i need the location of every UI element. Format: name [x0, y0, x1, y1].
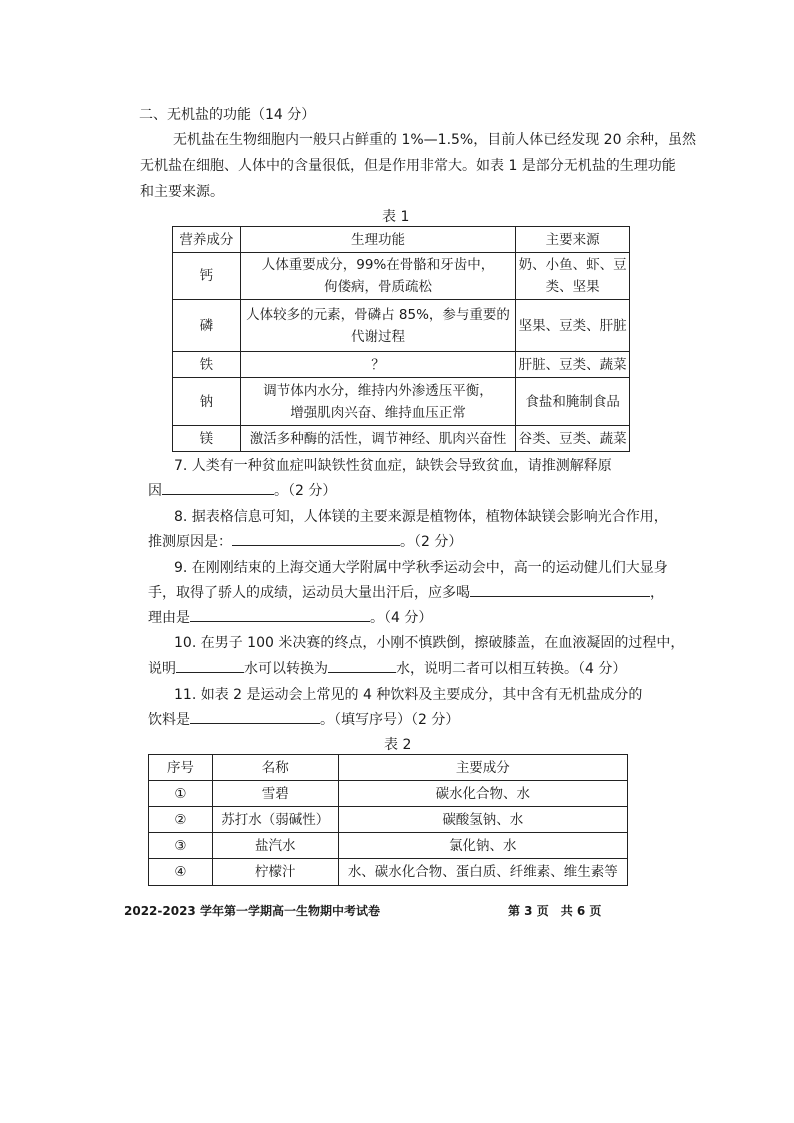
table1-source: 谷类、豆类、蔬菜: [516, 426, 630, 452]
question-11-prefix: 饮料是: [148, 712, 190, 728]
table2-name: 苏打水（弱碱性）: [212, 807, 338, 833]
question-7-suffix: 。（2 分）: [274, 483, 337, 499]
intro-line-1: 无机盐在生物细胞内一般只占鲜重的 1%—1.5%，目前人体已经发现 20 余种，虽然: [173, 132, 696, 148]
table1-source: 食盐和腌制食品: [516, 378, 630, 426]
table1-nutrient: 钙: [173, 253, 241, 300]
table1-caption: 表 1: [382, 209, 410, 225]
question-9-line2: [148, 582, 664, 602]
table1-source: 坚果、豆类、肝脏: [516, 300, 630, 352]
table1-source-line2: 类、坚果: [545, 279, 600, 295]
table2-row: [149, 859, 628, 886]
table2-number: ①: [149, 781, 213, 807]
table1-header-source: 主要来源: [516, 227, 630, 253]
intro-line-2: 无机盐在细胞、人体中的含量很低，但是作用非常大。如表 1 是部分无机盐的生理功能: [140, 158, 676, 174]
question-8-suffix: 。（2 分）: [400, 534, 463, 550]
table1-nutrient: 铁: [173, 352, 241, 378]
question-11-suffix: 。（填写序号）（2 分）: [320, 712, 460, 728]
table2-components: 水、碳水化合物、蛋白质、纤维素、维生素等: [338, 859, 627, 886]
table1-function-line1: 调节体内水分，维持内外渗透压平衡，: [263, 382, 493, 399]
question-10-middle: 水可以转换为: [244, 661, 328, 677]
answer-blank-q9-drink[interactable]: [470, 582, 650, 597]
question-7-line1: 7. 人类有一种贫血症叫缺铁性贫血症，缺铁会导致贫血，请推测解释原: [174, 458, 612, 474]
question-10-prefix: 说明: [148, 661, 176, 677]
question-9-line1: 9. 在刚刚结束的上海交通大学附属中学秋季运动会中，高一的运动健儿们大显身: [174, 560, 668, 576]
table1-header-nutrient: 营养成分: [173, 227, 241, 253]
question-8-line2: [148, 531, 462, 551]
question-8-prefix: 推测原因是：: [148, 534, 232, 550]
table2-header-components: 主要成分: [338, 755, 627, 781]
footer-page-number: 第 3 页 共 6 页: [508, 904, 602, 918]
table2-row: [149, 807, 628, 833]
question-10-suffix: 水，说明二者可以相互转换。（4 分）: [396, 661, 627, 677]
table1-function: [240, 253, 515, 300]
table2-name: 柠檬汁: [212, 859, 338, 886]
table1-function: [240, 378, 515, 426]
table1-function: 激活多种酶的活性，调节神经、肌肉兴奋性: [240, 426, 515, 452]
question-8-line1: 8. 据表格信息可知，人体镁的主要来源是植物体，植物体缺镁会影响光合作用，: [174, 509, 668, 525]
table1-source: [516, 253, 630, 300]
table1-header-function: 生理功能: [240, 227, 515, 253]
table2-name: 盐汽水: [212, 833, 338, 859]
table1-source: 肝脏、豆类、蔬菜: [516, 352, 630, 378]
table1: [172, 226, 630, 452]
table2-caption: 表 2: [384, 737, 412, 753]
question-10-line2: [148, 658, 626, 678]
question-9-line3: [148, 607, 432, 627]
table2-components: 碳水化合物、水: [338, 781, 627, 807]
table1-row: [173, 300, 630, 352]
question-11-line1: 11. 如表 2 是运动会上常见的 4 种饮料及主要成分，其中含有无机盐成分的: [174, 687, 643, 703]
table1-nutrient: 镁: [173, 426, 241, 452]
table1-function-line1: 人体较多的元素，骨磷占 85%，参与重要的: [246, 306, 510, 323]
question-9-text: 手，取得了骄人的成绩，运动员大量出汗后，应多喝: [148, 585, 470, 601]
question-7-line2: [148, 480, 336, 500]
answer-blank-q11[interactable]: [190, 709, 320, 724]
question-7-prefix: 因: [148, 483, 162, 499]
question-9-suffix: 。（4 分）: [370, 610, 433, 626]
answer-blank-q10-first[interactable]: [176, 658, 244, 673]
table2-number: ②: [149, 807, 213, 833]
table2-number: ④: [149, 859, 213, 886]
table2: [148, 754, 628, 886]
table2-header-row: [149, 755, 628, 781]
table1-row: [173, 352, 630, 378]
table1-function: [240, 300, 515, 352]
table2-name: 雪碧: [212, 781, 338, 807]
table1-function-line2: 增强肌肉兴奋、维持血压正常: [290, 404, 466, 421]
answer-blank-q10-second[interactable]: [328, 658, 396, 673]
table1-source-line1: 奶、小鱼、虾、豆: [518, 257, 627, 273]
table1-function: ？: [240, 352, 515, 378]
table2-components: 氯化钠、水: [338, 833, 627, 859]
table2-number: ③: [149, 833, 213, 859]
table1-row: [173, 253, 630, 300]
answer-blank-q8[interactable]: [232, 531, 400, 546]
table1-row: [173, 378, 630, 426]
intro-line-3: 和主要来源。: [140, 184, 224, 200]
question-9-comma: ，: [650, 585, 664, 601]
table2-header-name: 名称: [212, 755, 338, 781]
question-10-line1: 10. 在男子 100 米决赛的终点，小刚不慎跌倒，擦破膝盖，在血液凝固的过程中，: [174, 635, 685, 651]
table1-nutrient: 磷: [173, 300, 241, 352]
question-11-line2: [148, 709, 459, 729]
table1-function-line2: 代谢过程: [351, 328, 406, 345]
table1-function-line1: 人体重要成分，99%在骨骼和牙齿中，: [261, 257, 495, 273]
question-9-reason-prefix: 理由是: [148, 610, 190, 626]
footer-exam-title: 2022-2023 学年第一学期高一生物期中考试卷: [124, 904, 380, 918]
table1-header-row: [173, 227, 630, 253]
table2-components: 碳酸氢钠、水: [338, 807, 627, 833]
table2-row: [149, 833, 628, 859]
table2-row: [149, 781, 628, 807]
section-title: 二、无机盐的功能（14 分）: [139, 107, 316, 123]
table2-header-number: 序号: [149, 755, 213, 781]
table1-function-line2: 佝偻病，骨质疏松: [324, 279, 433, 295]
answer-blank-q9-reason[interactable]: [190, 607, 370, 622]
answer-blank-q7[interactable]: [162, 480, 274, 495]
table1-nutrient: 钠: [173, 378, 241, 426]
table1-row: [173, 426, 630, 452]
